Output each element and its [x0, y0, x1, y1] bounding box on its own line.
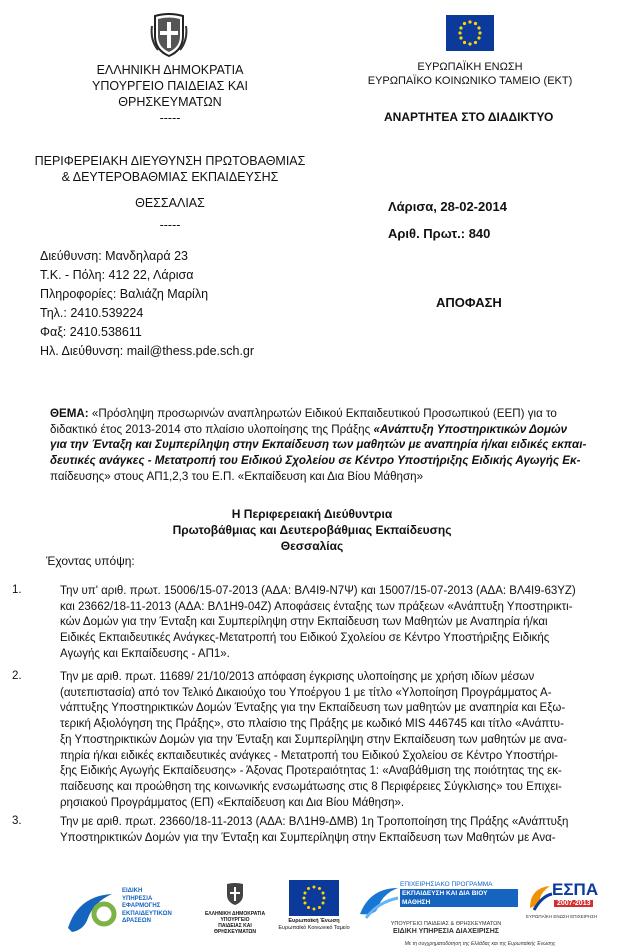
- subject-emphasis: «Ανάπτυξη Υποστηρικτικών Δομών: [373, 422, 568, 436]
- program-text: ΕΙΔΙΚΗ ΥΠΗΡΕΣΙΑ ΔΙΑΧΕΙΡΙΣΗΣ: [393, 928, 499, 935]
- subject-block: [50, 406, 602, 485]
- program-text: ΕΠΙΧΕΙΡΗΣΙΑΚΟ ΠΡΟΓΡΑΜΜΑ: [400, 881, 493, 888]
- list-item-line: Την με αριθ. πρωτ. 11689/ 21/10/2013 απόφαση έγκρισης υλοποίησης με χρήση ιδίων μέσων: [60, 671, 535, 683]
- espa-logo: [526, 880, 600, 932]
- header-directorate-2: & ΔΕΥΤΕΡΟΒΑΘΜΙΑΣ ΕΚΠΑΙΔΕΥΣΗΣ: [61, 170, 279, 184]
- list-item-line: κών Δομών για την Ένταξη και Συμπερίληψη στην Εκπαίδευση των Μαθητών με Αναπηρία ή/και: [60, 616, 548, 629]
- greek-emblem-small-icon: [224, 882, 246, 906]
- subject-line: για την Ένταξη και Συμπερίληψη στην Εκπαίδευση των μαθητών με αναπηρία ή/και ειδικές εκπαι-: [50, 438, 587, 452]
- list-item-line: τερική Αξιολόγηση της Πράξης», στο πλαίσιο της Πράξης με κωδικό MIS 446745 και τίτλο «Ανάπτυ-: [60, 718, 564, 731]
- subject-line: «Πρόσληψη προσωρινών αναπληρωτών Ειδικού Εκπαιδευτικού Προσωπικού (ΕΕΠ) για το: [91, 407, 557, 420]
- header-ministry: ΥΠΟΥΡΓΕΙΟ ΠΑΙΔΕΙΑΣ ΚΑΙ ΘΡΗΣΚΕΥΜΑΤΩΝ: [92, 79, 248, 109]
- header-directorate: ΠΕΡΙΦΕΡΕΙΑΚΗ ΔΙΕΥΘΥΝΣΗ ΠΡΩΤΟΒΑΘΜΙΑΣ: [34, 154, 306, 168]
- subject-line: παίδευσης» στους ΑΠ1,2,3 του Ε.Π. «Εκπαίδευση και Δια Βίου Μάθηση»: [50, 469, 424, 483]
- esf-label: ΕΥΡΩΠΑΪΚΟ ΚΟΙΝΩΝΙΚΟ ΤΑΜΕΙΟ (ΕΚΤ): [367, 75, 573, 87]
- list-item-line: ρησιακού Προγράμματος (ΕΠ) «Εκπαίδευση και Δια Βίου Μάθηση».: [60, 796, 405, 809]
- header-separator-2: -----: [159, 218, 181, 232]
- list-item-line: και 23662/18-11-2013 (ΑΔΑ: ΒΛ1Η9-04Ζ) Αποφάσεις ένταξης των πράξεων «Ανάπτυξη Υποστηρικτι-: [60, 600, 573, 613]
- header-region: ΘΕΣΣΑΛΙΑΣ: [135, 196, 205, 210]
- contact-postal: Τ.Κ. - Πόλη: 412 22, Λάρισα: [40, 268, 194, 282]
- list-item-line: (αυτεπιστασία) από τον Τελικό Δικαιούχο του Υποέργου 1 με τίτλο «Υλοποίηση Προγράμματος Α-: [60, 686, 552, 699]
- contact-fax: Φαξ: 2410.538611: [40, 325, 142, 339]
- eye-text: ΕΚΠΑΙΔΕΥΤΙΚΩΝ: [122, 910, 172, 917]
- item-number: 2.: [12, 670, 22, 682]
- list-item-line: παίδευσης και προώθηση της κοινωνικής ενσωμάτωσης στις 8 Περιφέρειες Σύγκλισης» του Επιχει-: [60, 780, 562, 793]
- list-item-line: Αγωγής και Εκπαίδευσης - ΑΠ1».: [60, 647, 230, 660]
- subject-line: δευτικές ανάγκες - Μετατροπή του Ειδικού Σχολείου σε Κέντρο Υποστήριξης Ειδικής Αγωγής Εκ-: [50, 454, 581, 468]
- espa-sub: ΕΥΡΩΠΑΪΚΗ ΕΝΩΣΗ ΕΠΙΧΕΙΡΗΣΗ: [526, 914, 598, 919]
- authority-title-2: Πρωτοβάθμιας και Δευτεροβάθμιας Εκπαίδευσης: [172, 523, 452, 537]
- list-item: [60, 584, 604, 663]
- header-republic: ΕΛΛΗΝΙΚΗ ΔΗΜΟΚΡΑΤΙΑ: [96, 63, 244, 77]
- eu-footer-text: Ευρωπαϊκή Ένωση: [288, 918, 340, 924]
- decision-title: ΑΠΟΦΑΣΗ: [436, 295, 502, 310]
- ministry-text: ΘΡΗΣΚΕΥΜΑΤΩΝ: [213, 929, 257, 935]
- eye-text: ΕΦΑΡΜΟΓΗΣ: [122, 903, 161, 909]
- eu-union-label: ΕΥΡΩΠΑΪΚΗ ΕΝΩΣΗ: [417, 61, 523, 73]
- item-number: 1.: [12, 584, 22, 596]
- list-item-line: Υποστηρικτικών Δομών για την Ένταξη και Συμπερίληψη στην Εκπαίδευση των Μαθητών με Ανα-: [60, 831, 556, 844]
- eu-flag-small-icon: [289, 880, 339, 916]
- list-item-line: Την υπ' αριθ. πρωτ. 15006/15-07-2013 (ΑΔΑ: ΒΛ4Ι9-Ν7Ψ) και 15007/15-07-2013 (ΑΔΑ: ΒΛ4Ι9-63ΥΖ): [60, 585, 576, 597]
- document-date: Λάρισα, 28-02-2014: [388, 199, 507, 214]
- list-item: [60, 670, 604, 811]
- ministry-logo: [200, 882, 270, 946]
- list-item-line: νάπτυξης Υποστηρικτικών Δομών Ένταξης για την Εκπαίδευση των μαθητών με αναπηρία και Εξω-: [60, 702, 566, 715]
- list-item-line: ξη Υποστηρικτικών Δομών για την Ένταξη και Συμπερίληψη στην Εκπαίδευση των μαθητών με ανα-: [60, 733, 567, 746]
- contact-address: Διεύθυνση: Μανδηλαρά 23: [40, 249, 188, 263]
- eye-text: ΕΙΔΙΚΗ: [122, 888, 143, 894]
- authority-title: Η Περιφερειακή Διεύθυντρια: [231, 507, 393, 521]
- ministry-text: ΥΠΟΥΡΓΕΙΟ: [220, 917, 250, 923]
- ministry-text: ΠΑΙΔΕΙΑΣ ΚΑΙ: [218, 923, 252, 929]
- espa-swirl-icon: [526, 882, 554, 912]
- program-text: ΕΚΠΑΙΔΕΥΣΗ ΚΑΙ ΔΙΑ ΒΙΟΥ ΜΑΘΗΣΗ: [400, 889, 518, 907]
- ministry-text: ΕΛΛΗΝΙΚΗ ΔΗΜΟΚΡΑΤΙΑ: [204, 911, 266, 917]
- contact-info: Πληροφορίες: Βαλιάζη Μαρίλη: [40, 287, 209, 301]
- considering-label: Έχοντας υπόψη:: [46, 554, 135, 568]
- eu-footer-logo: [278, 880, 350, 946]
- list-item-line: ξης Ειδικής Αγωγής Εκπαίδευσης» - Άξονας Προτεραιότητας 1: «Αναβάθμιση της ποιότητας της εκ-: [60, 765, 562, 778]
- subject-line: διδακτικό έτος 2013-2014 στο πλαίσιο υλοποίησης της Πράξης «Ανάπτυξη Υποστηρικτικών Δομών: [50, 422, 568, 436]
- contact-phone: Τηλ.: 2410.539224: [40, 306, 144, 320]
- list-item: [60, 815, 604, 846]
- eye-logo: [64, 882, 194, 944]
- contact-block: [40, 247, 330, 361]
- list-item-line: Την με αριθ. πρωτ. 23660/18-11-2013 (ΑΔΑ: ΒΛ1Η9-ΔΜΒ) 1η Τροποποίηση της Πράξης «Ανάπτυξη: [60, 816, 569, 828]
- list-item-line: Ειδικές Εκπαιδευτικές Ανάγκες-Μετατροπή του Ειδικού Σχολείου σε Κέντρο Υποστήριξης Ειδικής: [60, 632, 550, 645]
- eye-text: ΔΡΑΣΕΩΝ: [122, 918, 151, 924]
- espa-title: ΕΣΠΑ: [552, 880, 599, 899]
- operational-program-logo: [358, 878, 518, 946]
- authority-title-3: Θεσσαλίας: [280, 539, 344, 553]
- publish-online-label: ΑΝΑΡΤΗΤΕΑ ΣΤΟ ΔΙΑΔΙΚΤΥΟ: [384, 110, 554, 124]
- greek-emblem-icon: [150, 12, 188, 58]
- program-text: ΥΠΟΥΡΓΕΙΟ ΠΑΙΔΕΙΑΣ & ΘΡΗΣΚΕΥΜΑΤΩΝ: [390, 921, 502, 927]
- subject-label: ΘΕΜΑ:: [50, 407, 89, 420]
- espa-years: 2007-2013: [554, 900, 593, 907]
- list-item-line: πηρία ή/και ειδικές εκπαιδευτικές ανάγκες - Μετατροπή του Ειδικού Σχολείου σε Κέντρο Υποστήρι-: [60, 749, 559, 762]
- protocol-number: Αριθ. Πρωτ.: 840: [388, 226, 491, 241]
- header-separator: -----: [159, 111, 181, 125]
- eye-text: ΥΠΗΡΕΣΙΑ: [122, 895, 153, 902]
- contact-email[interactable]: Ηλ. Διεύθυνση: mail@thess.pde.sch.gr: [40, 344, 255, 358]
- program-wave-icon: [358, 884, 400, 920]
- cofund-note: Με τη συγχρηματοδότηση της Ελλάδας και της Ευρωπαϊκής Ένωσης: [404, 941, 556, 947]
- eu-footer-text: Ευρωπαϊκό Κοινωνικό Ταμείο: [278, 925, 350, 931]
- item-number: 3.: [12, 815, 22, 827]
- eu-flag-icon: [446, 15, 494, 51]
